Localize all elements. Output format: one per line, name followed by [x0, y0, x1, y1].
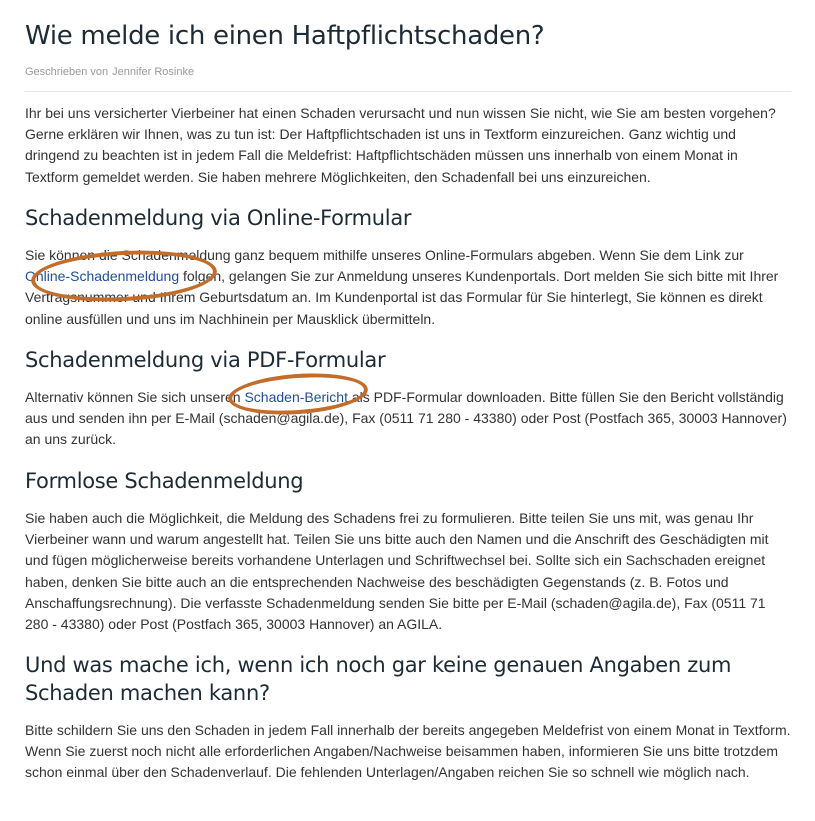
page-title: Wie melde ich einen Haftpflichtschaden?	[25, 21, 545, 51]
schaden-bericht-link[interactable]: Schaden-Bericht	[244, 389, 348, 405]
section-heading-pdf: Schadenmeldung via PDF-Formular	[25, 348, 386, 372]
online-schadenmeldung-link[interactable]: Online-Schadenmeldung	[25, 268, 180, 285]
section-heading-formless: Formlose Schadenmeldung	[25, 469, 304, 493]
online-text-after: folgen, gelangen Sie zur Anmeldung unseres Kundenportals. Dort melden Sie sich bitte mit Ihrer Vertragsnummer und Ihrem Geburtsdatum an. Im Kundenportal ist das Formular für Sie hinterlegt, Sie können es direkt online ausfüllen und uns im Nachhinein per Mausklick übermitteln.	[25, 268, 779, 327]
author-name: Jennifer Rosinke	[112, 66, 195, 78]
section-text-formless: Sie haben auch die Möglichkeit, die Meldung des Schadens frei zu formulieren. Bitte teilen Sie uns mit, was genau Ihr Vierbeiner wann und warum angestellt hat. Teilen Sie uns bitte auch den Namen und die Anschrift des Geschädigten mit und fügen möglicherweise bereits vorhandene Unterlagen und Schriftwechsel bei. Sollte sich ein Sachschaden ereignet haben, denken Sie bitte auch an die entsprechenden Nachweise des beschädigten Gegenstands (z. B. Fotos und Anschaffungsrechnung). Die verfasste Schadenmeldung senden Sie bitte per E-Mail (schaden@agila.de), Fax (0511 71 280 - 43380) oder Post (Postfach 365, 30003 Hannover) an AGILA.	[25, 510, 769, 633]
byline-prefix: Geschrieben von	[25, 66, 109, 78]
section-heading-noinfo: Und was mache ich, wenn ich noch gar keine genauen Angaben zum Schaden machen kann?	[25, 653, 732, 705]
section-text-online	[25, 245, 791, 330]
intro-paragraph: Ihr bei uns versicherter Vierbeiner hat einen Schaden verursacht und nun wissen Sie nicht, wie Sie am besten vorgehen? Gerne erklären wir Ihnen, was zu tun ist: Der Haftpflichtschaden ist uns in Textform einzureichen. Ganz wichtig und dringend zu beachten ist in jedem Fall die Meldefrist: Haftpflichtschäden müssen uns innerhalb von einem Monat in Textform gemeldet werden. Sie haben mehrere Möglichkeiten, den Schadenfall bei uns einzureichen.	[25, 105, 776, 185]
byline	[25, 66, 194, 78]
section-text-noinfo: Bitte schildern Sie uns den Schaden in jedem Fall innerhalb der bereits angegeben Meldefrist von einem Monat in Textform. Wenn Sie zuerst noch nicht alle erforderlichen Angaben/Nachweise beisammen haben, informieren Sie uns bitte trotzdem schon einmal über den Schadenverlauf. Die fehlenden Unterlagen/Angaben reichen Sie so schnell wie möglich nach.	[25, 722, 791, 781]
divider	[25, 91, 791, 92]
section-heading-online: Schadenmeldung via Online-Formular	[25, 206, 412, 230]
section-text-pdf	[25, 387, 791, 451]
online-text-before: Sie können die Schadenmeldung ganz bequem mithilfe unseres Online-Formulars abgeben. Wenn Sie dem Link zur	[25, 247, 744, 263]
pdf-text-before: Alternativ können Sie sich unseren	[25, 389, 245, 405]
pdf-text-after: als PDF-Formular downloaden. Bitte füllen Sie den Bericht vollständig aus und senden ihn per E-Mail (schaden@agila.de), Fax (0511 71 280 - 43380) oder Post (Postfach 365, 30003 Hannover) an uns zurück.	[25, 389, 787, 448]
